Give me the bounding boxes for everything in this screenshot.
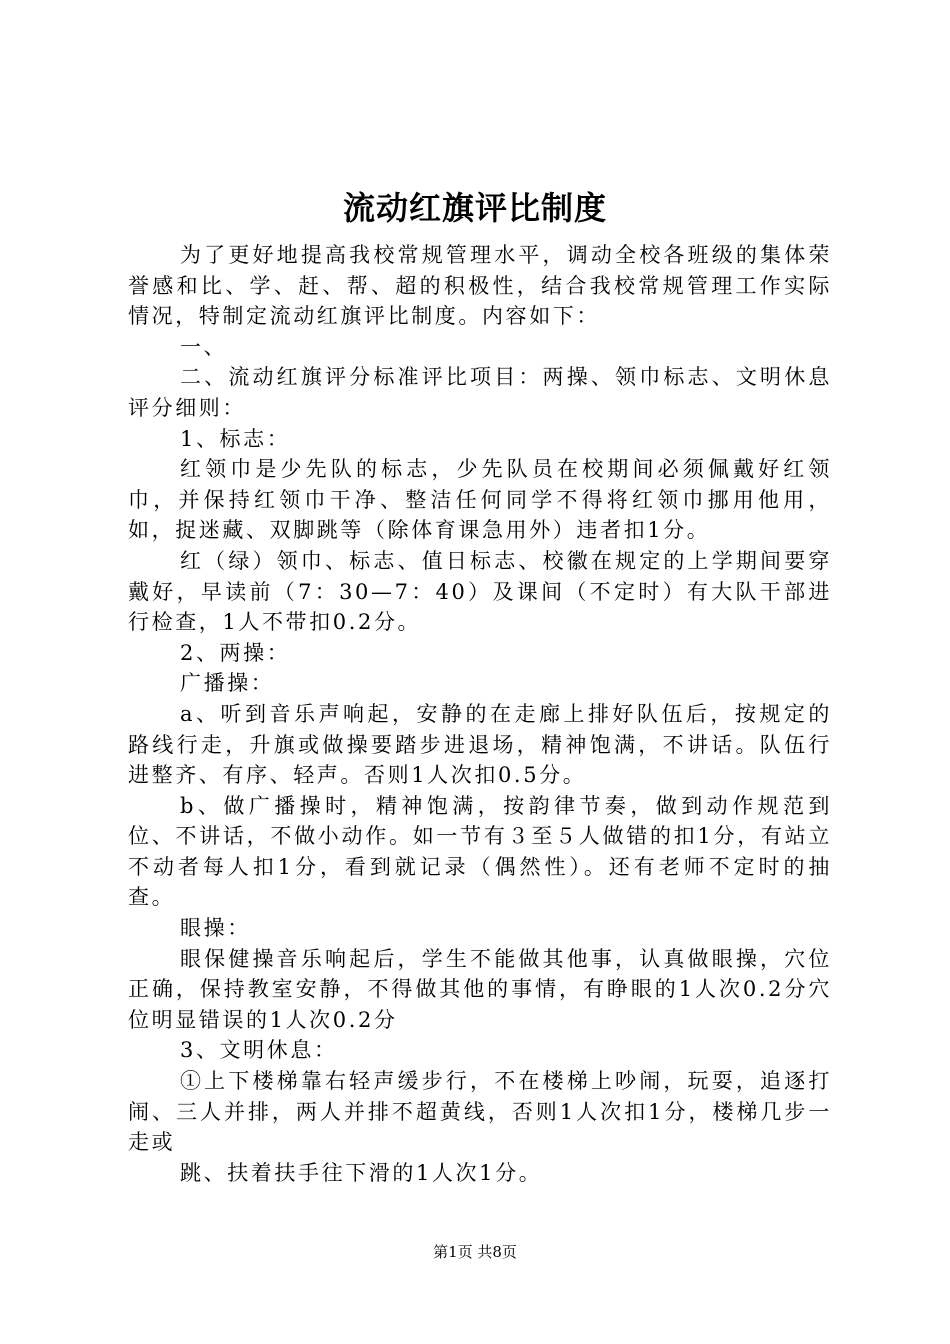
paragraph-item-2-heading: 2、两操： (180, 640, 291, 665)
paragraph-stairs-rule: ①上下楼梯靠右轻声缓步行，不在楼梯上吵闹，玩耍，追逐打闹、三人并排，两人并排不超黄线，否则1人次扣1分，楼梯几步一走或 (128, 1069, 832, 1155)
paragraph-section-1-heading: 一、 (180, 334, 228, 359)
paragraph-stairs-rule-continued: 跳、扶着扶手往下滑的1人次1分。 (180, 1160, 543, 1185)
paragraph-eye-exercise-heading: 眼操： (180, 916, 251, 941)
document-body (128, 240, 832, 1188)
paragraph-badge-rule: 红（绿）领巾、标志、值日标志、校徽在规定的上学期间要穿戴好，早读前（7：30—7：40）及课间（不定时）有大队干部进行检查，1人不带扣0.2分。 (128, 548, 832, 635)
paragraph-intro: 为了更好地提高我校常规管理水平，调动全校各班级的集体荣誉感和比、学、赶、帮、超的积极性，结合我校常规管理工作实际情况，特制定流动红旗评比制度。内容如下： (128, 243, 832, 329)
paragraph-item-3-heading: 3、文明休息： (180, 1038, 338, 1063)
paragraph-broadcast-exercise-heading: 广播操： (180, 671, 275, 696)
paragraph-red-scarf-rule: 红领巾是少先队的标志，少先队员在校期间必须佩戴好红领巾，并保持红领巾干净、整洁任何同学不得将红领巾挪用他用，如，捉迷藏、双脚跳等（除体育课急用外）违者扣1分。 (128, 457, 832, 543)
document-title: 流动红旗评比制度 (342, 189, 607, 227)
paragraph-item-1-heading: 1、标志： (180, 426, 291, 451)
paragraph-rule-a: a、听到音乐声响起，安静的在走廊上排好队伍后，按规定的路线行走，升旗或做操要踏步进退场，精神饱满，不讲话。队伍行进整齐、有序、轻声。否则1人次扣0.5分。 (128, 701, 832, 788)
paragraph-eye-exercise-rule: 眼保健操音乐响起后，学生不能做其他事，认真做眼操，穴位正确，保持教室安静，不得做其他的事情，有睁眼的1人次0.2分穴位明显错误的1人次0.2分 (128, 946, 832, 1032)
paragraph-section-2-heading: 二、流动红旗评分标准评比项目：两操、领巾标志、文明休息评分细则： (128, 365, 832, 420)
paragraph-rule-b: b、做广播操时，精神饱满，按韵律节奏，做到动作规范到位、不讲话，不做小动作。如一节有３至５人做错的扣1分，有站立不动者每人扣1分，看到就记录（偶然性）。还有老师不定时的抽查。 (128, 793, 832, 910)
page-footer: 第1页 共8页 (433, 1243, 517, 1261)
